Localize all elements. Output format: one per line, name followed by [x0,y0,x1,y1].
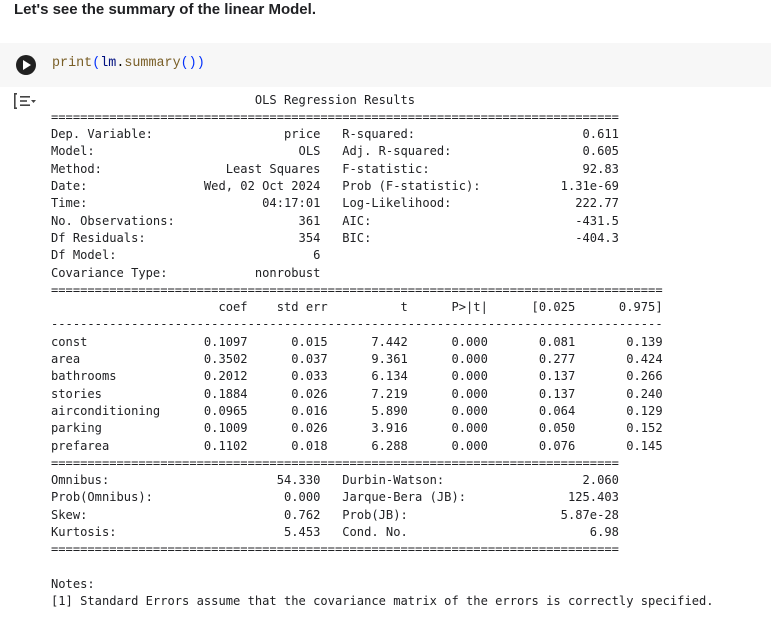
output-line: airconditioning 0.0965 0.016 5.890 0.000 0.064 0.129 [51,403,663,418]
output-line: Df Model: 6 [51,248,619,263]
output-line: Model: OLS Adj. R-squared: 0.605 [51,144,619,159]
output-line: Prob(Omnibus): 0.000 Jarque-Bera (JB): 125.403 [51,490,619,505]
code-cell[interactable] [0,43,771,87]
output-line: stories 0.1884 0.026 7.219 0.000 0.137 0.240 [51,386,663,401]
play-circle-icon[interactable] [16,55,36,75]
output-line: const 0.1097 0.015 7.442 0.000 0.081 0.139 [51,334,663,349]
code-func: print [52,56,93,71]
output-line: No. Observations: 361 AIC: -431.5 [51,213,619,228]
code-method: summary [124,56,181,71]
code-dot: . [116,56,125,71]
output-line: Dep. Variable: price R-squared: 0.611 [51,127,619,142]
output-line: ============================================================================== [51,109,619,124]
output-line: ==================================================================================== [51,282,663,297]
output-line: ============================================================================== [51,542,619,557]
output-line: Notes: [51,576,95,591]
markdown-heading: Let's see the summary of the linear Model. [14,1,316,18]
code-var: lm [100,56,117,71]
output-line: [1] Standard Errors assume that the covariance matrix of the errors is correctly specified. [51,594,714,609]
code-line[interactable] [52,56,205,71]
output-line: OLS Regression Results [51,92,619,107]
code-paren-open: ( [92,56,101,71]
output-line: Method: Least Squares F-statistic: 92.83 [51,161,619,176]
output-line: area 0.3502 0.037 9.361 0.000 0.277 0.424 [51,352,663,366]
output-line: Df Residuals: 354 BIC: -404.3 [51,230,619,245]
output-line: parking 0.1009 0.026 3.916 0.000 0.050 0.152 [51,421,663,436]
output-line: ------------------------------------------------------------------------------------ [51,317,663,332]
output-line: Omnibus: 54.330 Durbin-Watson: 2.060 [51,473,619,488]
code-call: () [180,56,197,71]
output-line: Kurtosis: 5.453 Cond. No. 6.98 [51,525,619,539]
output-line: bathrooms 0.2012 0.033 6.134 0.000 0.137 0.266 [51,369,663,384]
output-line: Covariance Type: nonrobust [51,265,619,280]
output-line: prefarea 0.1102 0.018 6.288 0.000 0.076 0.145 [51,438,663,453]
output-collapse-icon[interactable] [13,92,37,110]
output-line: coef std err t P>|t| [0.025 0.975] [51,300,663,315]
output-line: Time: 04:17:01 Log-Likelihood: 222.77 [51,196,619,211]
code-paren-close: ) [196,56,205,71]
output-line: ============================================================================== [51,455,619,470]
output-line: Skew: 0.762 Prob(JB): 5.87e-28 [51,507,619,522]
output-line: Date: Wed, 02 Oct 2024 Prob (F-statistic): 1.31e-69 [51,179,619,193]
